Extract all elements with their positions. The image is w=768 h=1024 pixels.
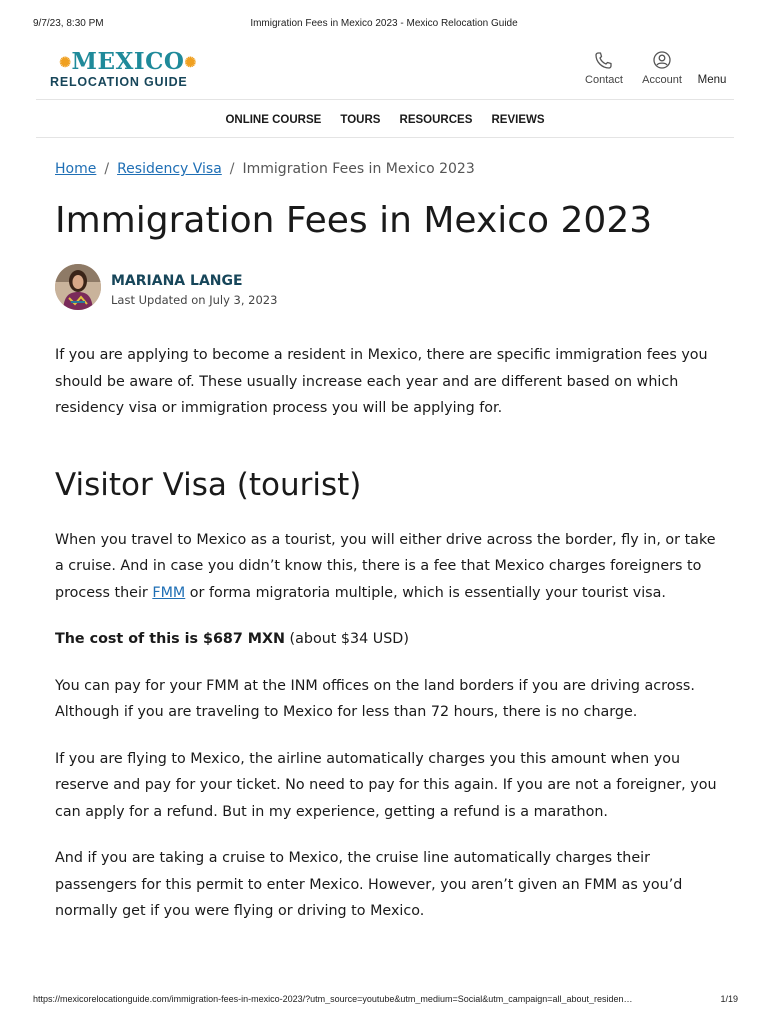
cost-highlight: The cost of this is $687 MXN: [55, 631, 286, 647]
page-title: Immigration Fees in Mexico 2023: [55, 200, 653, 241]
fmm-paragraph: When you travel to Mexico as a tourist, you will either drive across the border, fly in, or take a cruise. And in case you didn’t know this, there is a fee that Mexico charges foreigners to process their FMM or forma migratoria multiple, which is essentially your tourist visa.: [55, 531, 716, 601]
breadcrumb: [55, 161, 475, 177]
nav-online-course[interactable]: ONLINE COURSE: [225, 114, 322, 126]
phone-icon: [574, 50, 634, 70]
author-name[interactable]: MARIANA LANGE: [111, 273, 243, 289]
nav-resources[interactable]: RESOURCES: [399, 114, 473, 126]
menu-label: Menu: [697, 74, 727, 86]
print-datetime: 9/7/23, 8:30 PM: [33, 18, 104, 29]
cost-paragraph: The cost of this is $687 MXN (about $34 USD): [55, 631, 409, 647]
account-button[interactable]: [632, 50, 692, 86]
breadcrumb-current: Immigration Fees in Mexico 2023: [242, 161, 475, 177]
contact-button[interactable]: [574, 50, 634, 86]
sun-icon: ✺: [59, 55, 72, 71]
contact-label: Contact: [585, 74, 623, 86]
breadcrumb-separator: /: [229, 161, 235, 177]
site-logo[interactable]: [48, 50, 208, 94]
breadcrumb-home-link[interactable]: Home: [55, 161, 97, 177]
print-url: https://mexicorelocationguide.com/immigration-fees-in-mexico-2023/?utm_source=youtube&utm_medium=Social&utm_campaign=all_about_residen…: [33, 994, 633, 1004]
logo-tagline: RELOCATION GUIDE: [50, 75, 188, 89]
section-heading-visitor-visa: Visitor Visa (tourist): [55, 466, 362, 503]
intro-paragraph: If you are applying to become a resident in Mexico, there are specific immigration fees you should be aware of. These usually increase each year and are different based on which residency visa or immigration process you will be applying for.: [55, 347, 708, 416]
site-header: [36, 44, 734, 100]
account-icon: [632, 50, 692, 70]
nav-tours[interactable]: TOURS: [340, 114, 381, 126]
nav-reviews[interactable]: REVIEWS: [491, 114, 545, 126]
print-page-number: 1/19: [720, 994, 738, 1004]
flying-paragraph: If you are flying to Mexico, the airline automatically charges you this amount when you reserve and pay for your ticket. No need to pay for this again. If you are not a foreigner, you can apply for a refund. But in my experience, getting a refund is a marathon.: [55, 750, 717, 820]
logo-wordmark: ✺MEXICO✺: [59, 48, 197, 75]
article-content: [55, 342, 717, 945]
account-label: Account: [642, 74, 682, 86]
breadcrumb-separator: /: [104, 161, 110, 177]
sun-icon: ✺: [184, 55, 197, 71]
main-nav: [36, 100, 734, 138]
breadcrumb-residency-visa-link[interactable]: Residency Visa: [117, 161, 222, 177]
fmm-link[interactable]: FMM: [152, 584, 186, 601]
last-updated: Last Updated on July 3, 2023: [111, 293, 278, 307]
author-byline: [55, 264, 455, 314]
print-footer: [0, 994, 768, 1008]
author-avatar: [55, 264, 101, 310]
print-page-title: Immigration Fees in Mexico 2023 - Mexico Relocation Guide: [250, 18, 518, 29]
menu-button[interactable]: [690, 50, 734, 86]
land-border-paragraph: You can pay for your FMM at the INM offices on the land borders if you are driving across. Although if you are traveling to Mexico for less than 72 hours, there is no charge.: [55, 677, 695, 720]
cruise-paragraph: And if you are taking a cruise to Mexico, the cruise line automatically charges their passengers for this permit to enter Mexico. However, you aren’t given an FMM as you’d normally get if you were flying or driving to Mexico.: [55, 850, 683, 919]
print-header: [0, 18, 768, 32]
